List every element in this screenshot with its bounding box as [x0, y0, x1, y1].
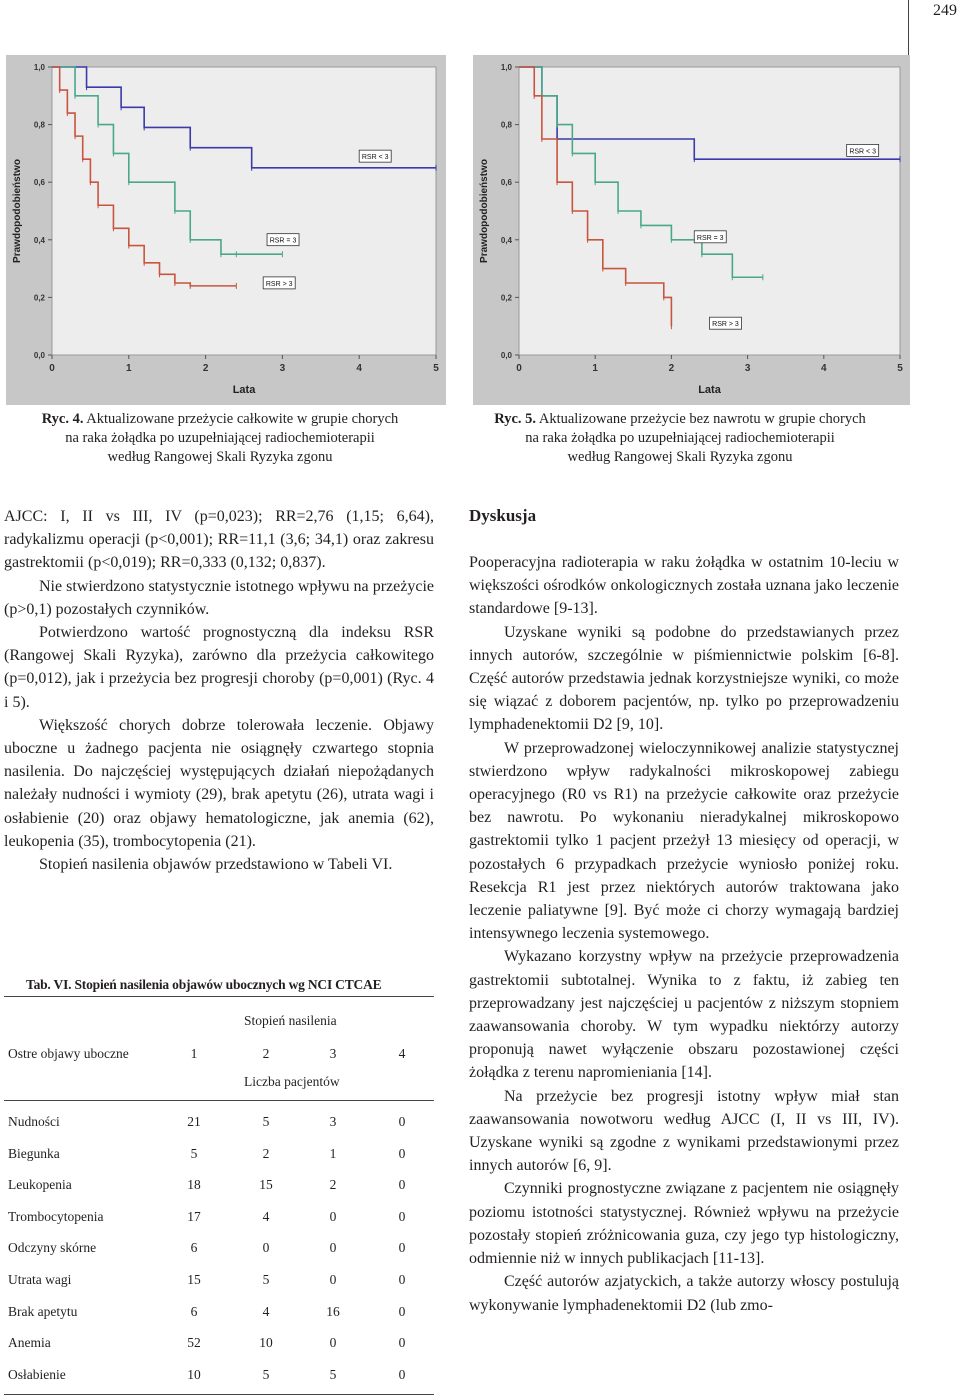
figure-4-label: Ryc. 4. [41, 411, 84, 427]
figure-5-chart [473, 55, 910, 405]
table-cell-grade-3: 5 [329, 1366, 337, 1382]
figure-4-caption-line-3: według Rangowej Skali Ryzyka zgonu [107, 449, 333, 465]
y-axis-label: Prawdopodobieństwo [12, 159, 23, 263]
table-cell-grade-4: 0 [398, 1114, 406, 1129]
y-tick-label: 0,6 [33, 178, 45, 188]
table-cell-grade-4: 0 [398, 1366, 406, 1382]
legend-label: RSR > 3 [712, 321, 739, 329]
table-cell-grade-1: 10 [187, 1366, 201, 1382]
x-tick-label: 5 [897, 363, 903, 374]
discussion-paragraph-5: Na przeżycie bez progresji istotny wpływ miał stan zaawansowania nowotworu według AJCC (I, II vs III, IV). Uzyskane wyniki są zgodne z wynikami przedstawionymi przez innych autorów [6, 9]. [469, 1087, 899, 1175]
results-paragraph-1: AJCC: I, II vs III, IV (p=0,023); RR=2,76 (1,15; 6,64), radykalizmu operacji (p<0,001); RR=11,1 (3,6; 34,1) oraz zakresu gastrektomii (p<0,019); RR=0,333 (0,132; 0,837). [4, 508, 434, 572]
table-cell-grade-4: 0 [398, 1145, 406, 1161]
table-cell-grade-2: 10 [259, 1335, 273, 1351]
table-cell-grade-2: 0 [262, 1240, 270, 1256]
table-cell-grade-3: 3 [329, 1114, 337, 1129]
table-row [4, 1114, 434, 1134]
legend-label: RSR > 3 [265, 280, 293, 288]
figure-5-label: Ryc. 5. [494, 411, 537, 427]
x-tick-label: 4 [356, 363, 362, 374]
discussion-paragraph-2: Uzyskane wyniki są podobne do przedstawianych przez innych autorów, szczególnie w piśmiennictwie polskim [6-8]. Część autorów przedstawia jednak korzystniejsze wyniki, co może się wiązać z doborem pacjentów, np. tylko po przeprowadzeniu lymphadenektomii D2 [9, 10]. [469, 623, 899, 734]
table-cell-grade-2: 2 [262, 1145, 270, 1161]
table-cell-grade-4: 0 [398, 1208, 406, 1224]
table-row [4, 1240, 434, 1260]
table-bottom-rule [4, 1394, 434, 1395]
right-column [469, 551, 899, 1317]
table-cell-grade-1: 5 [190, 1145, 198, 1161]
x-tick-label: 1 [592, 363, 598, 374]
table-top-rule [4, 996, 434, 997]
x-tick-label: 2 [668, 363, 675, 374]
figure-5-plot [473, 55, 910, 405]
figure-4-caption-line-1: Aktualizowane przeżycie całkowite w grupie chorych [86, 411, 399, 427]
results-paragraph-2: Nie stwierdzono statystycznie istotnego wpływu na przeżycie (p>0,1) pozostałych czynników. [4, 577, 434, 618]
table-header-row [4, 1046, 434, 1066]
table-cell-grade-1: 52 [187, 1335, 201, 1351]
y-tick-label: 0,2 [500, 293, 512, 303]
table-row-label: Leukopenia [8, 1177, 72, 1193]
table-cell-grade-2: 5 [262, 1366, 270, 1382]
results-paragraph-3: Potwierdzono wartość prognostyczną dla indeksu RSR (Rangowej Skali Ryzyka), zarówno dla przeżycia całkowitego (p=0,012), jak i przeżycia bez progresji choroby (p=0,001) (Ryc. 4 i 5). [4, 624, 434, 711]
grade-1-header: 1 [190, 1046, 198, 1061]
y-tick-label: 0,4 [500, 235, 512, 245]
table-cell-grade-1: 6 [190, 1303, 198, 1319]
y-tick-label: 0,6 [500, 178, 512, 188]
table-cell-grade-2: 15 [259, 1177, 273, 1193]
table-cell-grade-1: 15 [187, 1272, 201, 1287]
figure-4-caption [20, 410, 420, 467]
y-tick-label: 0,2 [33, 293, 45, 303]
figure-5-caption-line-2: na raka żołądka po uzupełniającej radiochemioterapii [525, 430, 835, 446]
figure-5-caption-line-3: według Rangowej Skali Ryzyka zgonu [567, 449, 793, 465]
table-cell-grade-4: 0 [398, 1177, 406, 1193]
table-row [4, 1367, 434, 1387]
x-tick-label: 2 [202, 363, 209, 374]
table-cell-grade-3: 0 [329, 1272, 337, 1287]
table-cell-grade-2: 5 [262, 1272, 270, 1287]
grade-4-header: 4 [398, 1046, 406, 1061]
x-tick-label: 1 [126, 363, 132, 374]
table-cell-grade-3: 16 [326, 1303, 340, 1319]
x-tick-label: 5 [433, 363, 439, 374]
table-cell-grade-2: 4 [262, 1303, 270, 1319]
table-group-header: Stopień nasilenia [244, 1013, 337, 1028]
table-row [4, 1335, 434, 1355]
table-row-label: Osłabienie [8, 1366, 66, 1382]
table-cell-grade-3: 0 [329, 1240, 337, 1256]
x-axis-label: Lata [698, 384, 721, 396]
table-row-label: Anemia [8, 1335, 51, 1351]
plot-area [52, 67, 436, 355]
table-subheader: Liczba pacjentów [244, 1074, 340, 1089]
section-heading-dyskusja: Dyskusja [469, 506, 537, 525]
y-tick-label: 1,0 [500, 63, 512, 72]
y-tick-label: 0,0 [33, 351, 45, 360]
discussion-paragraph-3: W przeprowadzonej wieloczynnikowej analizie statystycznej stwierdzono wpływ radykalności mikroskopowej zabiegu operacyjnego (R0 vs R1) na przeżycie całkowite oraz przeżycie bez nawrotu. Po wykonaniu nieradykalnej mikroskopowo gastrektomii tylko 1 pacjent przeżył 13 miesięcy od operacji, w pozostałych 6 przypadkach przeżycie wyniosło poniżej roku. Resekcja R1 jest przez niektórych autorów traktowana jako leczenie paliatywne [9]. Być może ci chorzy wymagają bardziej intensywnego leczenia systemowego. [469, 739, 899, 943]
legend-label: RSR < 3 [361, 154, 389, 162]
x-tick-label: 0 [516, 363, 522, 374]
table-row-label: Nudności [8, 1114, 60, 1129]
results-paragraph-5: Stopień nasilenia objawów przedstawiono w Tabeli VI. [39, 856, 393, 874]
table-cell-grade-4: 0 [398, 1240, 406, 1256]
discussion-paragraph-1: Pooperacyjna radioterapia w raku żołądka w ostatnim 10-leciu w większości ośrodków onkologicznych została uznana jako leczenie standardowe [9-13]. [469, 554, 899, 618]
x-tick-label: 3 [744, 363, 751, 374]
table-cell-grade-1: 17 [187, 1208, 201, 1224]
legend-label: RSR = 3 [269, 237, 297, 245]
table-cell-grade-3: 0 [329, 1335, 337, 1351]
table-cell-grade-4: 0 [398, 1272, 406, 1287]
x-tick-label: 0 [49, 363, 55, 374]
legend-label: RSR = 3 [696, 234, 724, 242]
table-cell-grade-1: 21 [187, 1114, 201, 1129]
table-cell-grade-2: 5 [262, 1114, 270, 1129]
y-axis-label: Prawdopodobieństwo [479, 159, 490, 263]
table-row-label: Brak apetytu [8, 1303, 78, 1319]
figure-5-caption [470, 410, 890, 467]
table-cell-grade-3: 2 [329, 1177, 337, 1193]
figure-4-caption-line-2: na raka żołądka po uzupełniającej radiochemioterapii [65, 430, 375, 446]
table-row [4, 1304, 434, 1324]
y-tick-label: 0,8 [500, 120, 512, 130]
table-row-label: Odczyny skórne [8, 1240, 97, 1256]
table-cell-grade-2: 4 [262, 1208, 270, 1224]
y-tick-label: 0,0 [500, 351, 512, 360]
table-row [4, 1272, 434, 1292]
y-tick-label: 0,8 [33, 120, 45, 130]
table-row-header: Ostre objawy uboczne [8, 1046, 129, 1061]
left-column [4, 505, 434, 876]
discussion-paragraph-7: Część autorów azjatyckich, a także autorzy włoscy postulują wykonywanie lymphadenektomii D2 (lub zmo- [469, 1273, 899, 1314]
table-cell-grade-4: 0 [398, 1303, 406, 1319]
figure-4-plot [6, 55, 446, 405]
table-row [4, 1209, 434, 1229]
table-cell-grade-3: 0 [329, 1208, 337, 1224]
table-cell-grade-3: 1 [329, 1145, 337, 1161]
y-tick-label: 1,0 [33, 63, 45, 72]
figure-4-chart [6, 55, 446, 405]
table-row [4, 1146, 434, 1166]
table-cell-grade-1: 6 [190, 1240, 198, 1256]
legend-label: RSR < 3 [849, 148, 876, 156]
figure-5-caption-line-1: Aktualizowane przeżycie bez nawrotu w grupie chorych [538, 411, 866, 427]
discussion-paragraph-4: Wykazano korzystny wpływ na przeżycie przeprowadzenia gastrektomii subtotalnej. Wynika to z faktu, iż zabieg ten przeprowadzany jest najczęściej u pacjentów z niższym stopniem zaawansowania choroby. W tym wypadku niektórzy autorzy proponują nawet wyłączenie obszaru pozostawionej części żołądka z terenu napromieniania [14]. [469, 948, 899, 1082]
table-cell-grade-4: 0 [398, 1335, 406, 1351]
x-axis-label: Lata [232, 384, 256, 396]
table-title: Tab. VI. Stopień nasilenia objawów ubocznych wg NCI CTCAE [26, 977, 382, 992]
grade-2-header: 2 [262, 1046, 270, 1061]
table-row-label: Trombocytopenia [8, 1208, 104, 1224]
table-row [4, 1177, 434, 1197]
x-tick-label: 3 [279, 363, 286, 374]
table-cell-grade-1: 18 [187, 1177, 201, 1193]
results-paragraph-4: Większość chorych dobrze tolerowała leczenie. Objawy uboczne u żadnego pacjenta nie osiągnęły czwartego stopnia nasilenia. Do najczęściej występujących działań niepożądanych należały nudności i wymioty (29), brak apetytu (26), utrata wagi i osłabienie (20) oraz objawy hematologiczne, jak anemia (62), leukopenia (35), trombocytopenia (21). [4, 716, 434, 850]
table-row-label: Biegunka [8, 1145, 60, 1161]
table-header-rule [4, 1100, 434, 1101]
discussion-paragraph-6: Czynniki prognostyczne związane z pacjentem nie osiągnęły poziomu istotności statystycznej. Również wpływu na przeżycie pozostały stopień zróżnicowania guza, czy jego typ histologiczny, odmiennie niż w innych publikacjach [11-13]. [469, 1180, 899, 1268]
page-number: 249 [933, 2, 957, 19]
x-tick-label: 4 [821, 363, 827, 374]
y-tick-label: 0,4 [33, 235, 45, 245]
grade-3-header: 3 [329, 1046, 337, 1061]
table-row-label: Utrata wagi [8, 1272, 72, 1287]
